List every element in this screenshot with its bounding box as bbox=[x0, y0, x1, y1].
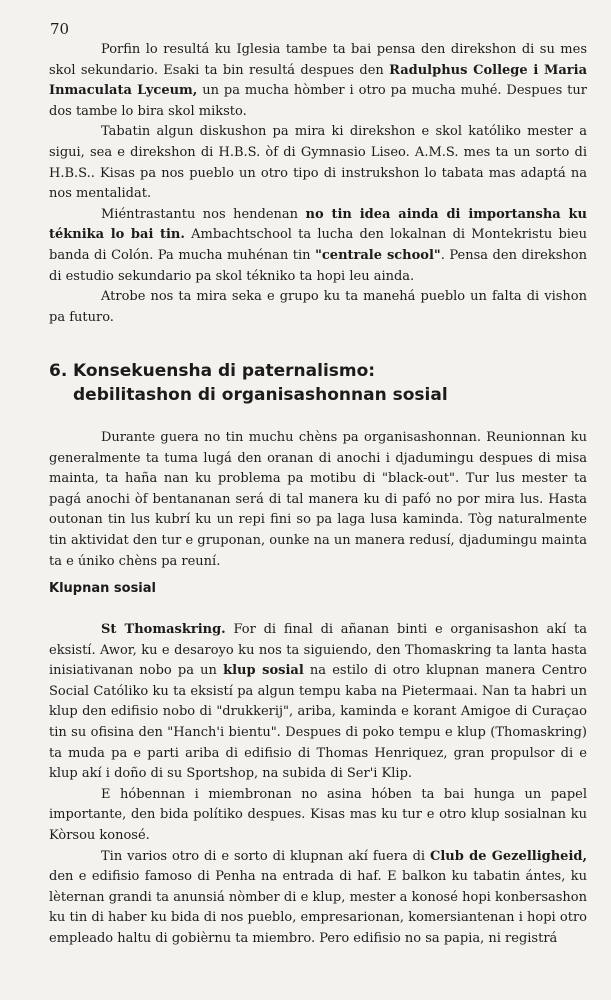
page-number: 70 bbox=[50, 20, 70, 38]
bold-text: Radulphus College i Maria Inmaculata Lyceum, bbox=[49, 62, 588, 99]
subsection-heading: Klupnan sosial bbox=[49, 581, 156, 596]
bold-text: no tin idea ainda di importansha ku téknika lo bai tin. bbox=[49, 206, 587, 243]
paragraph bbox=[49, 287, 587, 328]
text-run: Tabatin algun diskushon pa mira ki direkshon e skol katóliko mester a sigui, sea e direkshon di H.B.S. òf di Gymnasio Liseo. A.M.S. mes ta un sorto di H.B.S.. Kisas pa nos pueblo un otro tipo di instrukshon lo tabata mas adaptá na nos mentalidat. bbox=[49, 124, 587, 202]
bold-text: Club de Gezelligheid, bbox=[430, 848, 587, 864]
text-run: Porfin lo resultá ku Iglesia tambe ta bai pensa den direkshon di su mes skol sekundario. Esaki ta bin resultá despues den bbox=[49, 42, 587, 78]
subsection-text-block bbox=[49, 620, 587, 950]
text-run: den e edifisio famoso di Penha na entrada di haf. E balkon ku tabatin ántes, ku lèternan grandi ta anunsiá nòmber di e klup, mester a konosé hopi konbersashon ku tin di haber ku bida di nos pueblo, empresarionan, komersiantenan i hopi otro empleado haltu di gobièrnu ta miembro. Pero edifisio no sa papia, ni registrá bbox=[49, 869, 587, 946]
paragraph bbox=[49, 40, 587, 122]
text-run: . Pensa den direkshon di estudio sekundario pa skol tékniko ta hopi leu ainda. bbox=[49, 247, 587, 284]
paragraph bbox=[49, 205, 587, 287]
text-run: Atrobe nos ta mira seka e grupo ku ta manehá pueblo un falta di vishon pa futuro. bbox=[49, 289, 587, 325]
section-heading bbox=[49, 359, 587, 407]
text-run: Miéntrastantu nos hendenan bbox=[101, 206, 306, 222]
text-run: Tin varios otro di e sorto di klupnan akí fuera di bbox=[101, 848, 430, 864]
section-text-block bbox=[49, 428, 587, 572]
intro-text-block bbox=[49, 40, 587, 328]
text-run: Ambachtschool ta lucha den lokalnan di Montekristu bieu banda di Colón. Pa mucha muhénan tin bbox=[49, 227, 587, 263]
section-title-line1: Konsekuensha di paternalismo: bbox=[73, 361, 376, 381]
section-title-line2: debilitashon di organisashonnan sosial bbox=[73, 385, 448, 405]
bold-text: "centrale school" bbox=[315, 247, 441, 263]
text-run: Durante guera no tin muchu chèns pa organisashonnan. Reunionnan ku generalmente ta tuma lugá den oranan di anochi i djadumingu despues di misa mainta, ta haña nan ku problema pa motibu di "black-out". Tur lus mester ta pagá anochi òf bentananan será di tal manera ku di pafó no por mira lus. Hasta outonan tin lus kubrí ku un repi fini so pa laga lusa kaminda. Tòg naturalmente tin aktividat den tur e gruponan, ounke na un manera redusí, djadumingu mainta ta e úniko chèns pa reuní. bbox=[49, 430, 587, 569]
bold-text: klup sosial bbox=[223, 663, 304, 679]
paragraph bbox=[49, 428, 587, 572]
paragraph bbox=[49, 620, 587, 785]
text-run: un pa mucha hòmber i otro pa mucha muhé. Despues tur dos tambe lo bira skol miksto. bbox=[49, 83, 587, 119]
text-run: na estilo di otro klupnan manera Centro Social Católiko ku ta eksistí pa algun tempu kaba na Pietermaai. Nan ta habri un klup den edifisio nobo di "drukkerij", ariba, kaminda e korant Amigoe di Curaçao tin su ofisina den "Hanch'i bientu". Despues di poko tempu e klup (Thomaskring) ta muda pa e parti ariba di edifisio di Thomas Henriquez, gran propulsor di e klup akí i doño di su Sportshop, na subida di Ser'i Klip. bbox=[49, 663, 588, 782]
paragraph bbox=[49, 847, 587, 950]
paragraph bbox=[49, 122, 587, 204]
text-run: E hóbennan i miembronan no asina hóben ta bai hunga un papel importante, den bida polítiko despues. Kisas mas ku tur e otro klup sosialnan ku Kòrsou konosé. bbox=[49, 786, 587, 843]
paragraph bbox=[49, 785, 587, 847]
text-run: For di final di añanan binti e organisashon akí ta eksistí. Awor, ku e desaroyo ku nos ta siguiendo, den Thomaskring ta lanta hasta inisiativanan nobo pa un bbox=[49, 622, 588, 679]
section-number: 6. bbox=[49, 361, 68, 381]
bold-text: St Thomaskring. bbox=[101, 622, 226, 637]
